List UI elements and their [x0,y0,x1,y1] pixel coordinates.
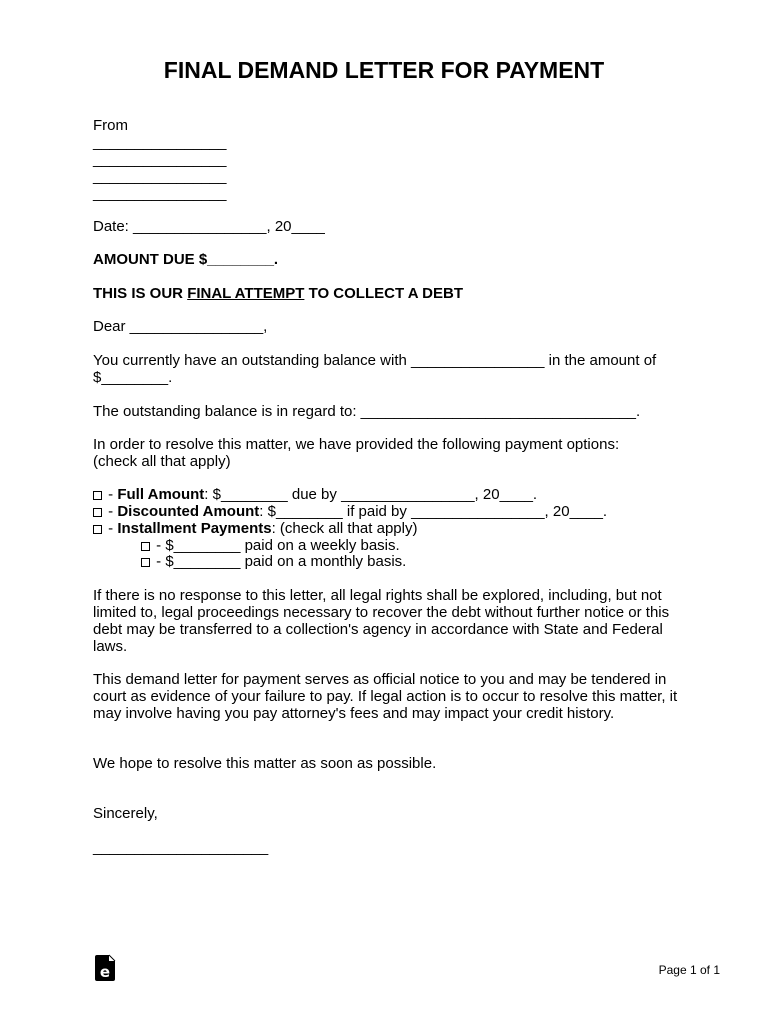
date-line[interactable]: Date: ________________, 20____ [93,218,325,235]
option-text: : $________ if paid by ________________, 20____. [259,503,608,520]
signature-line[interactable]: _____________________ [93,839,269,856]
svg-text:e: e [99,963,111,981]
amount-due[interactable]: AMOUNT DUE $________. [93,251,279,268]
final-attempt-heading [93,285,693,302]
option-text: : (check all that apply) [271,520,418,537]
payment-intro-paragraph: In order to resolve this matter, we have provided the following payment options: (check all that apply) [93,436,624,470]
checkbox-full-amount[interactable] [93,491,102,500]
checkbox-weekly[interactable] [141,542,150,551]
option-dash: - [104,486,118,503]
page-number: Page 1 of 1 [658,963,720,977]
checkbox-monthly[interactable] [141,558,150,567]
option-full-amount [93,486,537,503]
sub-option-weekly [141,537,400,554]
closing-hope: We hope to resolve this matter as soon as possible. [93,755,437,772]
option-label: Discounted Amount [117,503,260,520]
checkbox-installment-payments[interactable] [93,525,102,534]
outstanding-balance-paragraph: You currently have an outstanding balance with ________________ in the amount of $________. [93,352,661,386]
sub-option-text: - $________ paid on a weekly basis. [152,537,400,554]
page-title: FINAL DEMAND LETTER FOR PAYMENT [163,57,605,83]
dear-line[interactable]: Dear ________________, [93,318,268,335]
from-line-4[interactable]: ________________ [93,185,227,202]
option-discounted-amount [93,503,607,520]
checkbox-discounted-amount[interactable] [93,508,102,517]
sign-off: Sincerely, [93,805,158,822]
from-label: From [93,117,128,134]
sub-option-monthly [141,553,406,570]
regard-line[interactable]: The outstanding balance is in regard to: _________________________________. [93,403,641,420]
legal-rights-paragraph: If there is no response to this letter, all legal rights shall be explored, including, but not limited to, legal proceedings necessary to recover the debt without further notice or this debt may be transferred to a collection's agency in accordance with State and Federal laws. [93,587,674,655]
eforms-logo-icon [95,954,119,982]
final-attempt-emphasis: FINAL ATTEMPT [187,285,305,302]
option-label: Installment Payments [117,520,272,537]
option-text: : $________ due by ________________, 20____. [204,486,538,503]
final-attempt-prefix: THIS IS OUR [93,285,188,302]
sub-option-text: - $________ paid on a monthly basis. [152,553,407,570]
option-installment-payments [93,520,417,537]
from-line-1[interactable]: ________________ [93,134,227,151]
option-label: Full Amount [117,486,205,503]
option-dash: - [104,520,118,537]
from-line-3[interactable]: ________________ [93,168,227,185]
official-notice-paragraph: This demand letter for payment serves as official notice to you and may be tendered in court as evidence of your failure to pay. If legal action is to occur to resolve this matter, it may involve having you pay attorney's fees and may impact your credit history. [93,671,682,722]
final-attempt-suffix: TO COLLECT A DEBT [304,285,464,302]
option-dash: - [104,503,118,520]
from-line-2[interactable]: ________________ [93,151,227,168]
